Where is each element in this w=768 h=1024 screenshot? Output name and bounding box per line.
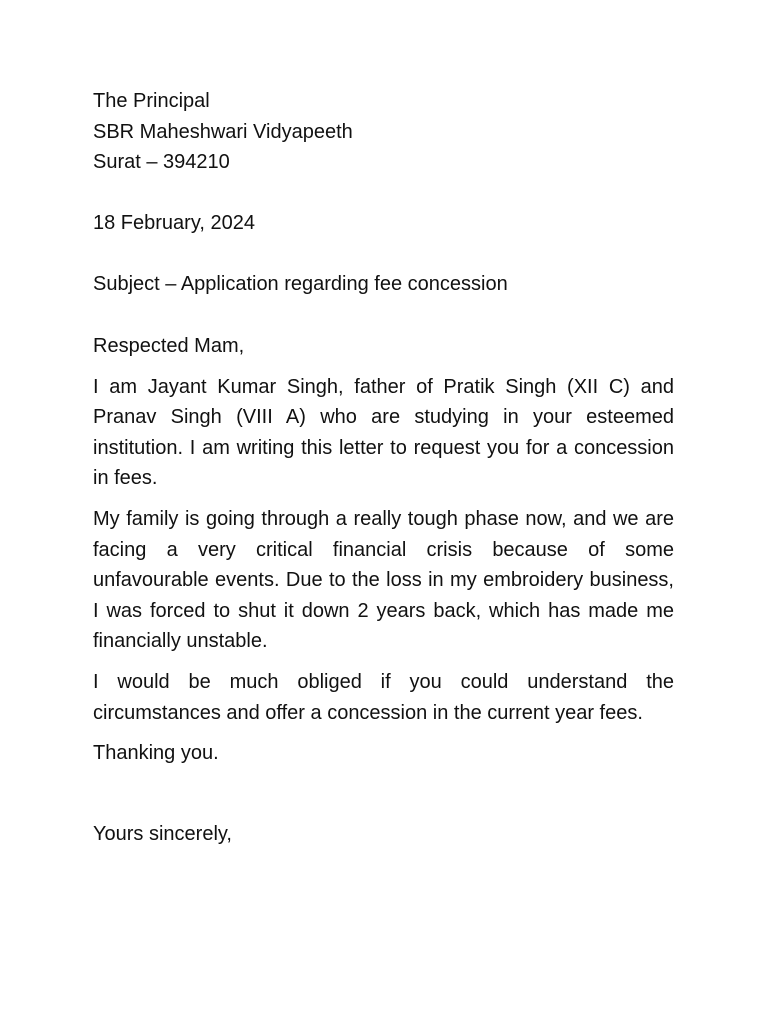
recipient-title: The Principal <box>93 90 210 112</box>
paragraph-introduction: I am Jayant Kumar Singh, father of Pratik Singh (XII C) and Pranav Singh (VIII A) who are studying in your esteemed institution. I am writing this letter to request you for a concession in fees. <box>93 375 674 490</box>
paragraph-reason: My family is going through a really tough phase now, and we are facing a very critical financial crisis because of some unfavourable events. Due to the loss in my embroidery business, I was forced to shut it down 2 years back, which has made me financially unstable. <box>93 507 674 653</box>
recipient-city: Surat – 394210 <box>93 151 230 174</box>
salutation: Respected Mam, <box>93 334 245 357</box>
closing-line: Yours sincerely, <box>93 822 232 845</box>
letter-date: 18 February, 2024 <box>93 211 255 234</box>
recipient-address <box>93 86 674 178</box>
letter-subject: Subject – Application regarding fee concession <box>93 273 508 296</box>
letter-body <box>93 86 674 849</box>
recipient-school: SBR Maheshwari Vidyapeeth <box>93 120 353 143</box>
thanks-line: Thanking you. <box>93 742 219 765</box>
paragraph-request: I would be much obliged if you could understand the circumstances and offer a concession in the current year fees. <box>93 670 674 724</box>
